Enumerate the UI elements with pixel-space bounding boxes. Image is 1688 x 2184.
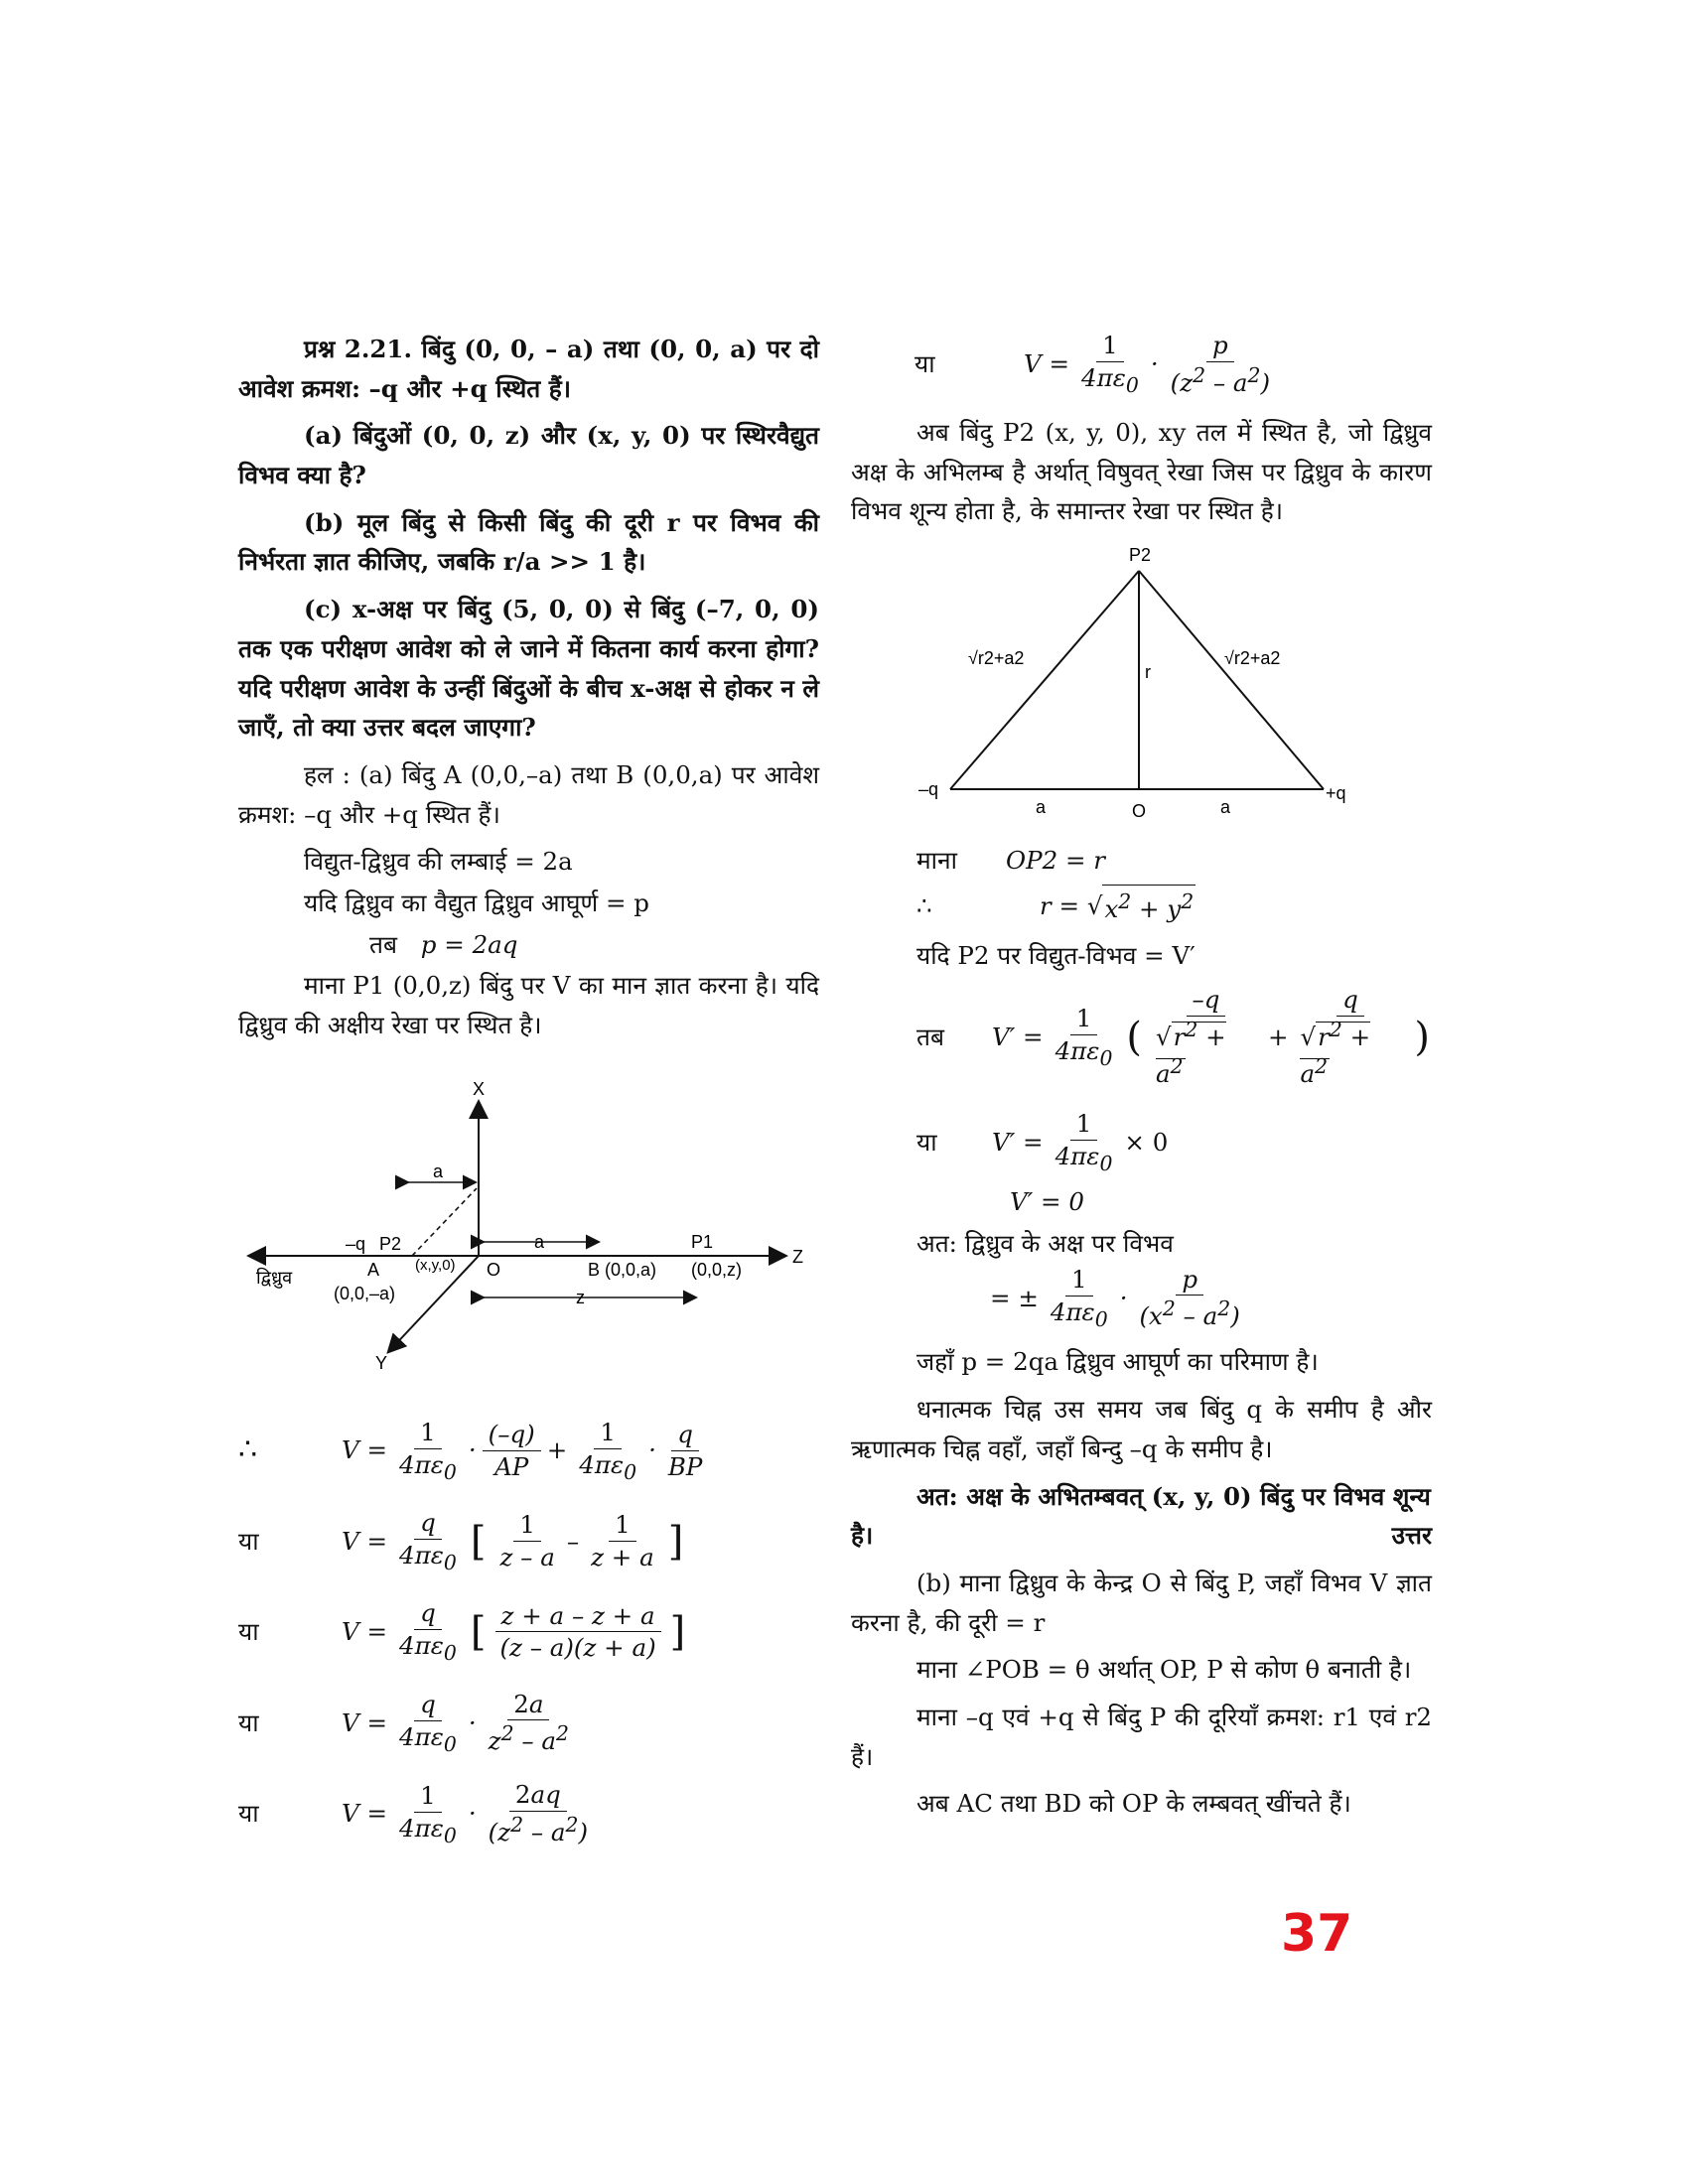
page-number: 37 xyxy=(1281,1904,1353,1964)
fig2-a-right: a xyxy=(1220,796,1231,817)
v-prime-zero: V′ = 0 xyxy=(1010,1187,1084,1217)
p2-plane-text: अब बिंदु P2 (x, y, 0), xy तल में स्थित है, जो द्विध्रुव अक्ष के अभिलम्ब है अर्थात् विषुवत् रेखा जिस पर द्विध्रुव के कारण विभव शून्य होता है, के समान्तर रेखा पर स्थित है। xyxy=(851,417,1432,526)
fig1-z: z xyxy=(576,1287,585,1307)
p2-dashed-line xyxy=(412,1188,477,1256)
conclusion-line: अत: अक्ष के अभितम्बवत् (x, y, 0) बिंदु पर विभव शून्य है। xyxy=(851,1481,1431,1551)
sign-text: धनात्मक चिह्न उस समय जब बिंदु q के समीप है और ऋणात्मक चिह्न वहाँ, जहाँ बिन्दु –q के समीप है। xyxy=(851,1395,1432,1463)
dipole-length: विद्युत-द्विध्रुव की लम्बाई = 2a xyxy=(304,847,573,877)
fig1-dipole: द्विध्रुव xyxy=(256,1267,293,1288)
mana-label: माना xyxy=(916,845,957,875)
left-side-line xyxy=(950,571,1139,789)
fig1-P1-coord: (0,0,z) xyxy=(691,1259,743,1280)
fig2-a-left: a xyxy=(1036,796,1047,817)
triangle-diagram xyxy=(851,539,1432,837)
let-p1: माना P1 (0,0,z) बिंदु पर V का मान ज्ञात करना है। यदि द्विध्रुव की अक्षीय रेखा पर स्थित है। xyxy=(238,971,819,1039)
ya-label-4: या xyxy=(238,1799,259,1829)
question-part-c: (c) x-अक्ष पर बिंदु (5, 0, 0) से बिंदु (–7, 0, 0) तक एक परीक्षण आवेश को ले जाने में कितना कार्य करना होगा? यदि परीक्षण आवेश के उन्हीं बिंदुओं के बीच x-अक्ष से होकर न ले जाएँ, तो क्या उत्तर बदल जाएगा? xyxy=(238,595,819,743)
fig1-B: B (0,0,a) xyxy=(588,1259,657,1280)
eq-v-2aq: या V = $\frac{1}{4\pi\varepsilon_0}$ · $\frac{2aq}{(z^2 - a^2)}$ xyxy=(238,1780,589,1847)
left-column xyxy=(238,330,819,1870)
question-part-a: (a) बिंदुओं (0, 0, z) और (x, y, 0) पर स्थिरवैद्युत विभव क्या है? xyxy=(238,421,819,490)
fig1-A-coord: (0,0,–a) xyxy=(334,1283,396,1303)
eq-r-sqrt: ∴ r = √ $x^2 + y^2$ xyxy=(851,885,1432,929)
ya-label-5: या xyxy=(914,349,935,379)
ya-label-1: या xyxy=(238,1526,259,1556)
fig1-A: A xyxy=(367,1259,380,1280)
ya-label-3: या xyxy=(238,1707,259,1737)
fig2-left-side: √r2+a2 xyxy=(968,647,1025,668)
eq-op2 xyxy=(851,841,1432,881)
ya-label-2: या xyxy=(238,1617,259,1647)
fig1-P2: P2 xyxy=(379,1233,402,1254)
tab-label-2: तब xyxy=(916,1022,944,1051)
therefore-symbol-2: ∴ xyxy=(916,891,932,921)
fig2-O: O xyxy=(1132,800,1147,821)
axes-diagram xyxy=(228,1053,809,1381)
fig1-Y: Y xyxy=(375,1352,388,1373)
solution-intro: हल : (a) बिंदु A (0,0,–a) तथा B (0,0,a) पर आवेश क्रमश: –q और +q स्थित हैं। xyxy=(238,759,819,829)
fig1-X: X xyxy=(473,1078,486,1099)
distances-text: माना –q एवं +q से बिंदु P की दूरियाँ क्रमश: r1 एवं r2 हैं। xyxy=(851,1702,1432,1771)
fig1-xy0: (x,y,0) xyxy=(415,1256,456,1274)
fig2-right-side: √r2+a2 xyxy=(1224,647,1281,668)
fig2-P2: P2 xyxy=(1129,544,1152,565)
op2-equation: OP2 = r xyxy=(1006,845,1105,875)
fig1-P1: P1 xyxy=(691,1231,714,1252)
answer-label: उत्तर xyxy=(1391,1521,1432,1551)
eq-v-p: या V = $\frac{1}{4\pi\varepsilon_0}$ · $\frac{p}{(z^2 - a^2)}$ xyxy=(851,330,1432,399)
ya-label-6: या xyxy=(916,1127,937,1157)
fig1-O: O xyxy=(487,1259,501,1280)
p-equation: p = 2aq xyxy=(420,929,518,959)
fig1-a-top: a xyxy=(433,1160,444,1181)
if-p2-text: यदि P2 पर विद्युत-विभव = V′ xyxy=(916,941,1196,971)
fig2-r: r xyxy=(1145,661,1151,682)
eq-v-sum: ∴ V = $\frac{1}{4\pi\varepsilon_0}$ · $\frac{(-q)}{AP}$ + $\frac{1}{4\pi\varepsilon_0}$ · $\frac{q}{BP}$ xyxy=(238,1417,703,1484)
therefore-symbol: ∴ xyxy=(238,1433,258,1468)
eq-v-combined: या V = $\frac{q}{4\pi\varepsilon_0}$ [ $\frac{z + a - z + a}{(z - a)(z + a)}$ ] xyxy=(238,1598,686,1665)
eq-axis-potential: = ± $\frac{1}{4\pi\varepsilon_0}$ · $\frac{p}{(x^2 - a^2)}$ xyxy=(990,1264,1240,1331)
dipole-moment-def: यदि द्विध्रुव का वैद्युत द्विध्रुव आघूर्ण = p xyxy=(304,887,649,917)
fig1-Z: Z xyxy=(792,1246,803,1267)
fig2-plus-q: +q xyxy=(1326,782,1346,803)
fig1-minus-q: –q xyxy=(346,1233,366,1254)
where-p-text: जहाँ p = 2qa द्विध्रुव आघूर्ण का परिमाण है। xyxy=(916,1347,1319,1377)
angle-text: माना ∠POB = θ अर्थात् OP, P से कोण θ बनाती है। xyxy=(916,1655,1412,1685)
axis-potential-text: अत: द्विध्रुव के अक्ष पर विभव xyxy=(916,1228,1174,1258)
fig2-minus-q: –q xyxy=(918,778,939,799)
eq-v-prime: तब V′ = $\frac{1}{4\pi\varepsilon_0}$ ( $\frac{-q}{√r^2 + a^2}$ + $\frac{q}{√r^2 + a^2}$ ) xyxy=(851,984,1432,1090)
eq-v-2a: या V = $\frac{q}{4\pi\varepsilon_0}$ · $\frac{2a}{z^2 - a^2}$ xyxy=(238,1689,569,1756)
right-side-line xyxy=(1139,571,1324,789)
perpendicular-text: अब AC तथा BD को OP के लम्बवत् खींचते हैं। xyxy=(916,1789,1351,1819)
part-b-intro: (b) माना द्विध्रुव के केन्द्र O से बिंदु P, जहाँ विभव V ज्ञात करना है, की दूरी = r xyxy=(851,1568,1432,1637)
right-column xyxy=(851,330,1432,1832)
fig1-a-mid: a xyxy=(534,1231,545,1252)
conclusion-text xyxy=(851,1477,1432,1556)
question-part-b: (b) मूल बिंदु से किसी बिंदु की दूरी r पर विभव की निर्भरता ज्ञात कीजिए, जबकि r/a >> 1 है। xyxy=(238,507,819,577)
eq-v-prime-zero: या V′ = $\frac{1}{4\pi\varepsilon_0}$ × 0 xyxy=(851,1108,1432,1176)
question-intro: प्रश्न 2.21. बिंदु (0, 0, – a) तथा (0, 0, a) पर दो आवेश क्रमश: –q और +q स्थित हैं। xyxy=(238,335,819,403)
p-value-line xyxy=(238,925,819,965)
eq-v-bracket: या V = $\frac{q}{4\pi\varepsilon_0}$ [ $\frac{1}{z - a}$ – $\frac{1}{z + a}$ ] xyxy=(238,1507,684,1574)
tab-label: तब xyxy=(369,929,397,959)
